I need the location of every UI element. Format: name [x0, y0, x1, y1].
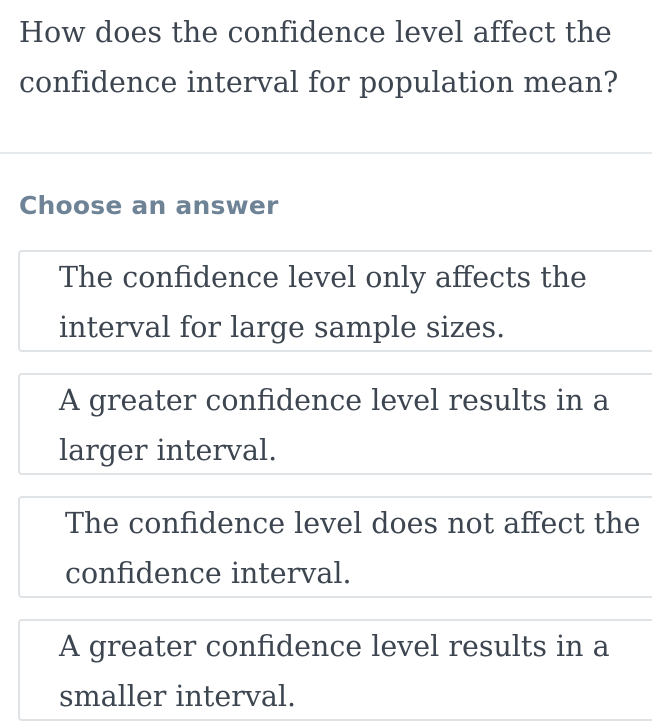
question-text: How does the confidence level affect the confidence interval for population mean? [19, 16, 619, 99]
answer-option-3-text: The confidence level does not affect the confidence interval. [65, 507, 641, 590]
choose-answer-label: Choose an answer [19, 191, 279, 220]
answer-option-3[interactable] [18, 496, 652, 598]
answer-option-1-text: The confidence level only affects the interval for large sample sizes. [59, 261, 587, 344]
answer-option-2[interactable] [18, 373, 652, 475]
answer-option-1[interactable] [18, 250, 652, 352]
answer-option-2-text: A greater confidence level results in a larger interval. [59, 384, 610, 467]
answer-option-4-text: A greater confidence level results in a smaller interval. [59, 630, 610, 713]
answer-option-4[interactable] [18, 619, 652, 721]
divider [0, 152, 652, 154]
